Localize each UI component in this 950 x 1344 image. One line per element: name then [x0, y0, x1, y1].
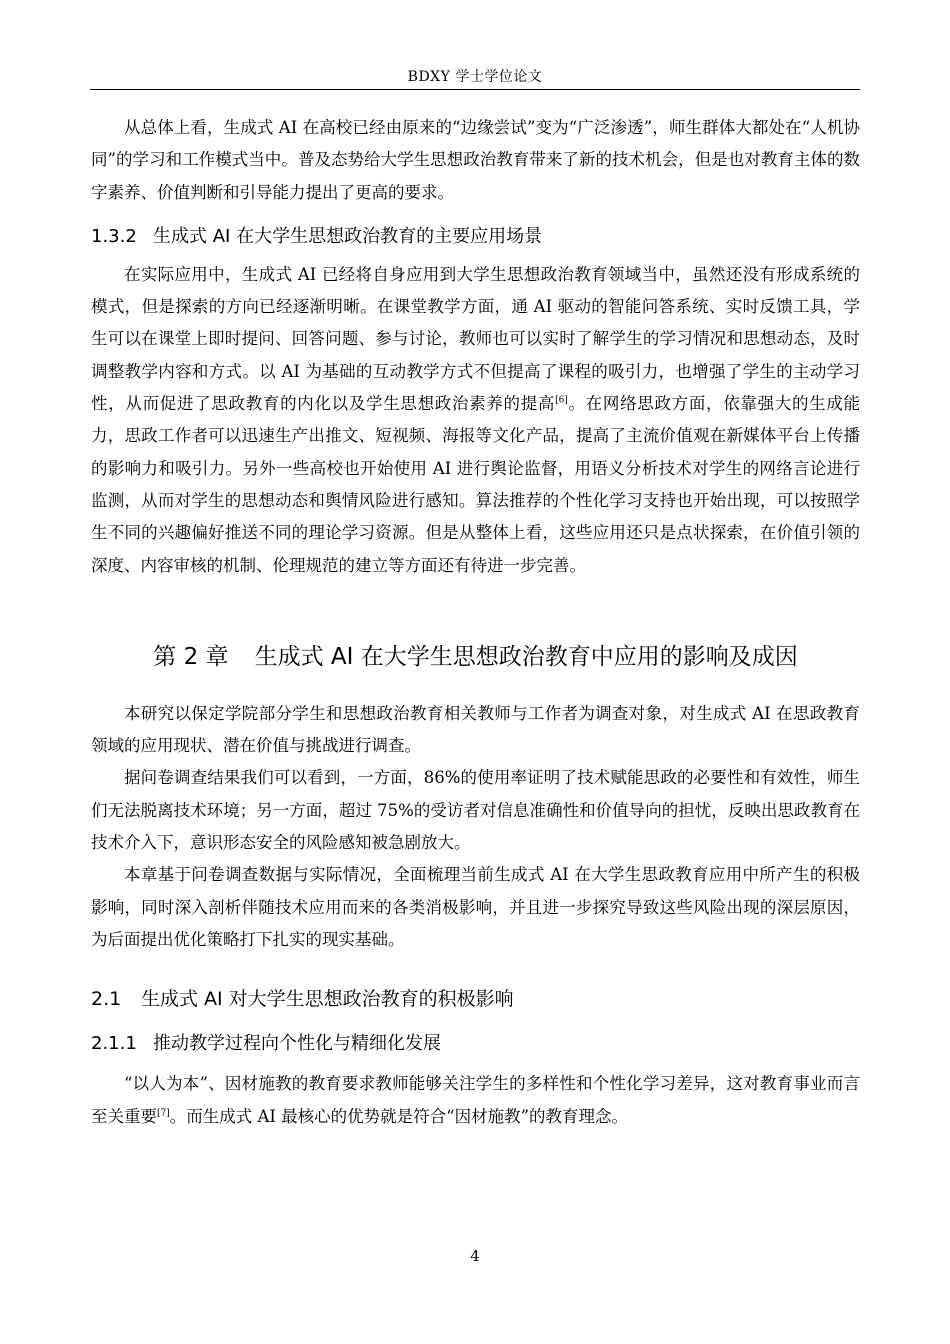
page-body	[91, 112, 860, 1133]
header-rule	[90, 89, 860, 90]
paragraph-research-subjects: 本研究以保定学院部分学生和思想政治教育相关教师与工作者为调查对象，对生成式 AI 在思政教育领域的应用现状、潜在价值与挑战进行调查。	[91, 703, 860, 756]
citation-ref[interactable]: [6]	[555, 395, 568, 406]
section-heading-2-1-1	[91, 1032, 860, 1056]
section-title: 推动教学过程向个性化与精细化发展	[153, 1033, 441, 1055]
chapter-title: 生成式 AI 在大学生思想政治教育中应用的影响及成因	[254, 643, 798, 670]
section-number: 2.1.1	[91, 1033, 137, 1055]
chapter-heading	[91, 642, 860, 672]
section-number: 2.1	[91, 988, 122, 1011]
running-header: BDXY 学士学位论文	[407, 69, 543, 85]
page-number: 4	[470, 1247, 480, 1265]
section-number: 1.3.2	[91, 225, 137, 247]
paragraph-survey-results: 据问卷调查结果我们可以看到，一方面，86%的使用率证明了技术赋能思政的必要性和有效性，师生们无法脱离技术环境；另一方面，超过 75%的受访者对信息准确性和价值导向的担忧，反映出思政教育在技术介入下，意识形态安全的风险感知被急剧放大。	[91, 768, 860, 853]
chapter-number: 第 2 章	[153, 643, 229, 670]
paragraph-overall-trend: 从总体上看，生成式 AI 在高校已经由原来的“边缘尝试”变为“广泛渗透”，师生群体大都处在“人机协同”的学习和工作模式当中。普及态势给大学生思想政治教育带来了新的技术机会，但是也对教育主体的数字素养、价值判断和引导能力提出了更高的要求。	[91, 118, 860, 202]
paragraph-text: 。而生成式 AI 最核心的优势就是符合“因材施教”的教育理念。	[169, 1106, 629, 1126]
paragraph-personalized-teaching	[91, 1068, 860, 1133]
paragraph-chapter-overview: 本章基于问卷调查数据与实际情况，全面梳理当前生成式 AI 在大学生思政教育应用中所产生的积极影响，同时深入剖析伴随技术应用而来的各类消极影响，并且进一步探究导致这些风险出现的深层原因，为后面提出优化策略打下扎实的现实基础。	[91, 865, 860, 949]
section-heading-1-3-2	[91, 225, 860, 249]
section-title: 生成式 AI 在大学生思想政治教育的主要应用场景	[153, 225, 543, 247]
paragraph-text: 。在网络思政方面，依靠强大的生成能力，思政工作者可以迅速生产出推文、短视频、海报等文化产品，提高了主流价值观在新媒体平台上传播的影响力和吸引力。另外一些高校也开始使用 AI 进行舆论监督，用语义分析技术对学生的网络言论进行监测，从而对学生的思想动态和舆情风险进行感知。算法推荐的个性化学习支持也开始出现，可以按照学生不同的兴趣偏好推送不同的理论学习资源。但是从整体上看，这些应用还只是点状探索，在价值引领的深度、内容审核的机制、伦理规范的建立等方面还有待进一步完善。	[91, 394, 860, 575]
paragraph-text: “以人为本”、因材施教的教育要求教师能够关注学生的多样性和个性化学习差异，这对教育事业而言至关重要	[91, 1074, 860, 1126]
section-heading-2-1	[91, 986, 860, 1012]
citation-ref[interactable]: [7]	[157, 1108, 170, 1119]
section-title: 生成式 AI 对大学生思想政治教育的积极影响	[141, 988, 514, 1011]
paragraph-application-scenarios	[91, 259, 860, 582]
paragraph-text: 在实际应用中，生成式 AI 已经将自身应用到大学生思想政治教育领域当中，虽然还没有形成系统的模式，但是探索的方向已经逐渐明晰。在课堂教学方面，通 AI 驱动的智能问答系统、实时反馈工具，学生可以在课堂上即时提问、回答问题、参与讨论，教师也可以实时了解学生的学习情况和思想动态，及时调整教学内容和方式。以 AI 为基础的互动教学方式不但提高了课程的吸引力，也增强了学生的主动学习性，从而促进了思政教育的内化以及学生思想政治素养的提高	[91, 264, 860, 414]
